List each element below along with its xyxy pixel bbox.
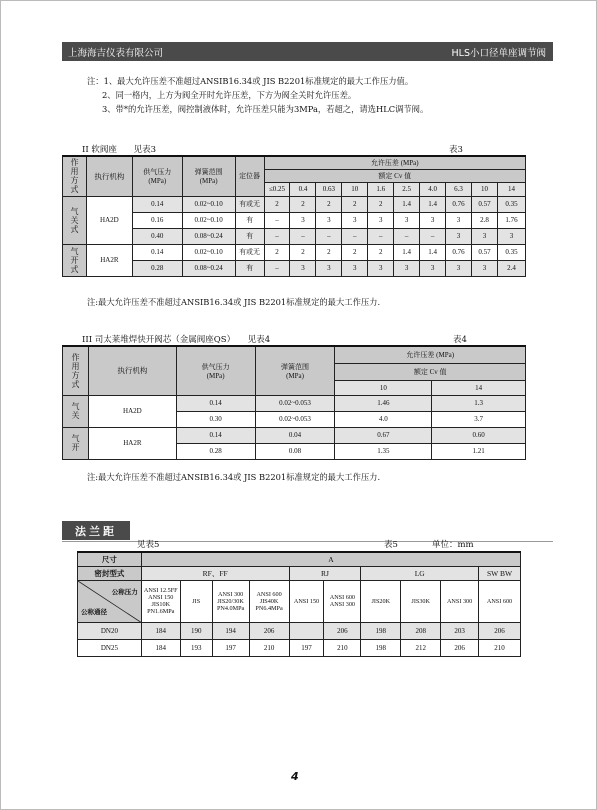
value-cell: 3 (472, 260, 498, 276)
cv-value: 6.3 (446, 182, 472, 196)
spring-cell: 0.02~0.10 (182, 244, 235, 260)
table5-label: 表5 (384, 540, 398, 550)
positioner-cell: 有 (235, 260, 264, 276)
value-cell: 184 (141, 622, 180, 639)
value-cell: 3 (420, 212, 446, 228)
actuator-cell: HA2R (86, 244, 132, 276)
a-header: A (141, 552, 520, 566)
value-cell: 2 (316, 244, 342, 260)
value-cell: 1.35 (335, 443, 432, 459)
col-spring: 弹簧范围 (MPa) (182, 156, 235, 196)
value-cell: – (420, 228, 446, 244)
positioner-cell: 有或无 (235, 196, 264, 212)
allow-dp-header: 允许压差 (MPa) (264, 156, 525, 169)
spring-cell: 0.02~0.10 (182, 212, 235, 228)
value-cell: 2 (342, 244, 368, 260)
value-cell: 3 (316, 212, 342, 228)
pressure-class: ANSI 300 (441, 580, 479, 622)
value-cell: 3 (316, 260, 342, 276)
dn-cell: DN20 (78, 622, 142, 639)
value-cell: 212 (401, 639, 441, 656)
value-cell: 0.67 (335, 427, 432, 443)
col-supply: 供气压力 (MPa) (176, 346, 255, 395)
value-cell: 0.35 (497, 244, 525, 260)
section2-note: 注:最大允许压差不准超过ANSIB16.34或 JIS B2201标准规定的最大工作压力. (87, 297, 381, 307)
value-cell: 3 (368, 212, 394, 228)
table-row (63, 196, 526, 212)
value-cell: 4.0 (335, 411, 432, 427)
value-cell: 1.4 (420, 244, 446, 260)
table-row (63, 212, 526, 228)
product-name: HLS小口径单座调节阀 (451, 47, 546, 59)
cv-value: ≤0.25 (264, 182, 290, 196)
actuator-cell: HA2D (86, 196, 132, 244)
table3 (62, 155, 526, 277)
seal-type: LG (361, 566, 479, 580)
table-row (63, 427, 526, 443)
notes-top (87, 74, 428, 116)
value-cell: 206 (324, 622, 361, 639)
cv-value: 0.63 (316, 182, 342, 196)
value-cell: 210 (249, 639, 289, 656)
col-actuator: 执行机构 (86, 156, 132, 196)
col-mode: 作用方式 (63, 156, 87, 196)
table4 (62, 345, 526, 460)
supply-cell: 0.14 (176, 427, 255, 443)
note-line: 3、带*的允许压差，阀控制液体时，允许压差只能为3MPa，若超之，请选HLC调节阀。 (102, 104, 429, 114)
value-cell: 2 (342, 196, 368, 212)
value-cell: 3 (394, 212, 420, 228)
value-cell: – (394, 228, 420, 244)
cv-header: 额定 Cv 值 (335, 363, 526, 380)
note-line: 注：1、最大允许压差不准超过ANSIB16.34或 JIS B2201标准规定的最大工作压力值。 (87, 76, 414, 86)
value-cell: 2 (290, 196, 316, 212)
value-cell: 3 (394, 260, 420, 276)
value-cell: 1.46 (335, 395, 432, 411)
supply-cell: 0.28 (176, 443, 255, 459)
value-cell: 198 (361, 622, 401, 639)
spring-cell: 0.02~0.053 (255, 411, 335, 427)
value-cell: 3 (342, 212, 368, 228)
supply-cell: 0.16 (132, 212, 182, 228)
mode-cell: 气开式 (63, 244, 87, 276)
actuator-cell: HA2R (88, 427, 176, 459)
table-row (78, 622, 521, 639)
value-cell: 3.7 (432, 411, 526, 427)
section3-see: 见表4 (247, 335, 271, 345)
seal-type: RJ (289, 566, 361, 580)
value-cell: 206 (249, 622, 289, 639)
value-cell: 0.60 (432, 427, 526, 443)
seal-type: SW BW (479, 566, 521, 580)
col-actuator: 执行机构 (88, 346, 176, 395)
cv-value: 10 (342, 182, 368, 196)
pressure-class: ANSI 150 (289, 580, 324, 622)
value-cell: 2 (316, 196, 342, 212)
supply-cell: 0.30 (176, 411, 255, 427)
value-cell: 2 (264, 196, 290, 212)
section2-see: 见表3 (133, 145, 157, 155)
supply-cell: 0.14 (176, 395, 255, 411)
diagonal-header: 公称压力 公称通径 (78, 580, 142, 622)
table-row (78, 639, 521, 656)
value-cell: 3 (446, 212, 472, 228)
section3-title: III 司太莱堆焊快开阀芯（金属阀座QS） 见表4 (82, 335, 271, 345)
pressure-class: ANSI 600 (479, 580, 521, 622)
supply-cell: 0.14 (132, 244, 182, 260)
value-cell: – (368, 228, 394, 244)
value-cell: 2 (368, 244, 394, 260)
value-cell: 190 (180, 622, 212, 639)
value-cell: 198 (361, 639, 401, 656)
value-cell: 203 (441, 622, 479, 639)
table3-label: 表3 (449, 145, 463, 155)
positioner-cell: 有 (235, 228, 264, 244)
pressure-class: JIS20K (361, 580, 401, 622)
value-cell: 0.57 (472, 196, 498, 212)
col-positioner: 定位器 (235, 156, 264, 196)
value-cell: 3 (290, 260, 316, 276)
value-cell: 3 (472, 228, 498, 244)
pressure-class: ANSI 300 JIS20/30K PN4.0MPa (212, 580, 249, 622)
value-cell: – (316, 228, 342, 244)
table5 (77, 551, 521, 657)
cv-value: 1.6 (368, 182, 394, 196)
value-cell: 1.4 (420, 196, 446, 212)
value-cell: 0.35 (497, 196, 525, 212)
table-row (63, 395, 526, 411)
cv-value: 10 (472, 182, 498, 196)
value-cell: 3 (497, 228, 525, 244)
value-cell: 206 (479, 622, 521, 639)
supply-cell: 0.14 (132, 196, 182, 212)
mode-cell: 气关式 (63, 196, 87, 244)
value-cell: 210 (324, 639, 361, 656)
value-cell (289, 622, 324, 639)
value-cell: 2 (368, 196, 394, 212)
value-cell: 3 (290, 212, 316, 228)
spring-cell: 0.02~0.053 (255, 395, 335, 411)
section3-note: 注:最大允许压差不准超过ANSIB16.34或 JIS B2201标准规定的最大工作压力. (87, 472, 381, 482)
value-cell: – (290, 228, 316, 244)
value-cell: 2 (290, 244, 316, 260)
seal-type: RF、FF (141, 566, 289, 580)
value-cell: – (264, 212, 290, 228)
value-cell: 206 (441, 639, 479, 656)
value-cell: 208 (401, 622, 441, 639)
value-cell: 3 (342, 260, 368, 276)
company-name: 上海海吉仪表有限公司 (68, 47, 164, 59)
dn-cell: DN25 (78, 639, 142, 656)
pressure-class: JIS (180, 580, 212, 622)
value-cell: 184 (141, 639, 180, 656)
value-cell: 3 (420, 260, 446, 276)
spring-cell: 0.04 (255, 427, 335, 443)
value-cell: 194 (212, 622, 249, 639)
pressure-class: ANSI 600 ANSI 300 (324, 580, 361, 622)
supply-cell: 0.28 (132, 260, 182, 276)
value-cell: 1.3 (432, 395, 526, 411)
cv-header: 额定 Cv 值 (264, 169, 525, 182)
spring-cell: 0.08 (255, 443, 335, 459)
value-cell: – (264, 228, 290, 244)
spring-cell: 0.08~0.24 (182, 228, 235, 244)
value-cell: 0.57 (472, 244, 498, 260)
page-header (62, 42, 553, 61)
pressure-class: ANSI 12.5FF ANSI 150 JIS10K PN1.6MPa (141, 580, 180, 622)
value-cell: 2.4 (497, 260, 525, 276)
table-row (63, 244, 526, 260)
cv-value: 2.5 (394, 182, 420, 196)
table-row (63, 228, 526, 244)
value-cell: 2.8 (472, 212, 498, 228)
section2-title: II 软阀座 见表3 (82, 145, 157, 155)
value-cell: 1.4 (394, 244, 420, 260)
value-cell: 3 (446, 228, 472, 244)
mode-cell: 气关 (63, 395, 89, 427)
spring-cell: 0.02~0.10 (182, 196, 235, 212)
value-cell: 2 (264, 244, 290, 260)
spring-cell: 0.08~0.24 (182, 260, 235, 276)
flange-title: 法兰距 (62, 521, 130, 540)
value-cell: 3 (446, 260, 472, 276)
value-cell: – (264, 260, 290, 276)
flange-see: 见表5 (137, 540, 160, 550)
value-cell: 1.76 (497, 212, 525, 228)
mode-cell: 气开 (63, 427, 89, 459)
col-spring: 弹簧范围 (MPa) (255, 346, 335, 395)
value-cell: 210 (479, 639, 521, 656)
pressure-class: JIS30K (401, 580, 441, 622)
cv-value: 10 (335, 380, 432, 395)
allow-dp-header: 允许压差 (MPa) (335, 346, 526, 363)
col-mode: 作用方式 (63, 346, 89, 395)
table4-label: 表4 (453, 335, 467, 345)
page-number: 4 (291, 770, 299, 783)
cv-value: 14 (432, 380, 526, 395)
cv-value: 14 (497, 182, 525, 196)
positioner-cell: 有或无 (235, 244, 264, 260)
pressure-class: ANSI 600 JIS40K PN6.4MPa (249, 580, 289, 622)
value-cell: 3 (368, 260, 394, 276)
size-header: 尺寸 (78, 552, 142, 566)
value-cell: 1.4 (394, 196, 420, 212)
actuator-cell: HA2D (88, 395, 176, 427)
positioner-cell: 有 (235, 212, 264, 228)
value-cell: 1.21 (432, 443, 526, 459)
value-cell: 197 (289, 639, 324, 656)
flange-divider (62, 541, 553, 542)
supply-cell: 0.40 (132, 228, 182, 244)
value-cell: 193 (180, 639, 212, 656)
note-line: 2、同一格内，上方为阀全开时允许压差，下方为阀全关时允许压差。 (102, 90, 357, 100)
value-cell: – (342, 228, 368, 244)
value-cell: 0.76 (446, 196, 472, 212)
value-cell: 197 (212, 639, 249, 656)
cv-value: 4.0 (420, 182, 446, 196)
seal-header: 密封型式 (78, 566, 142, 580)
unit-label: 单位：mm (432, 540, 474, 550)
table-row (63, 260, 526, 276)
col-supply: 供气压力 (MPa) (132, 156, 182, 196)
cv-value: 0.4 (290, 182, 316, 196)
value-cell: 0.76 (446, 244, 472, 260)
